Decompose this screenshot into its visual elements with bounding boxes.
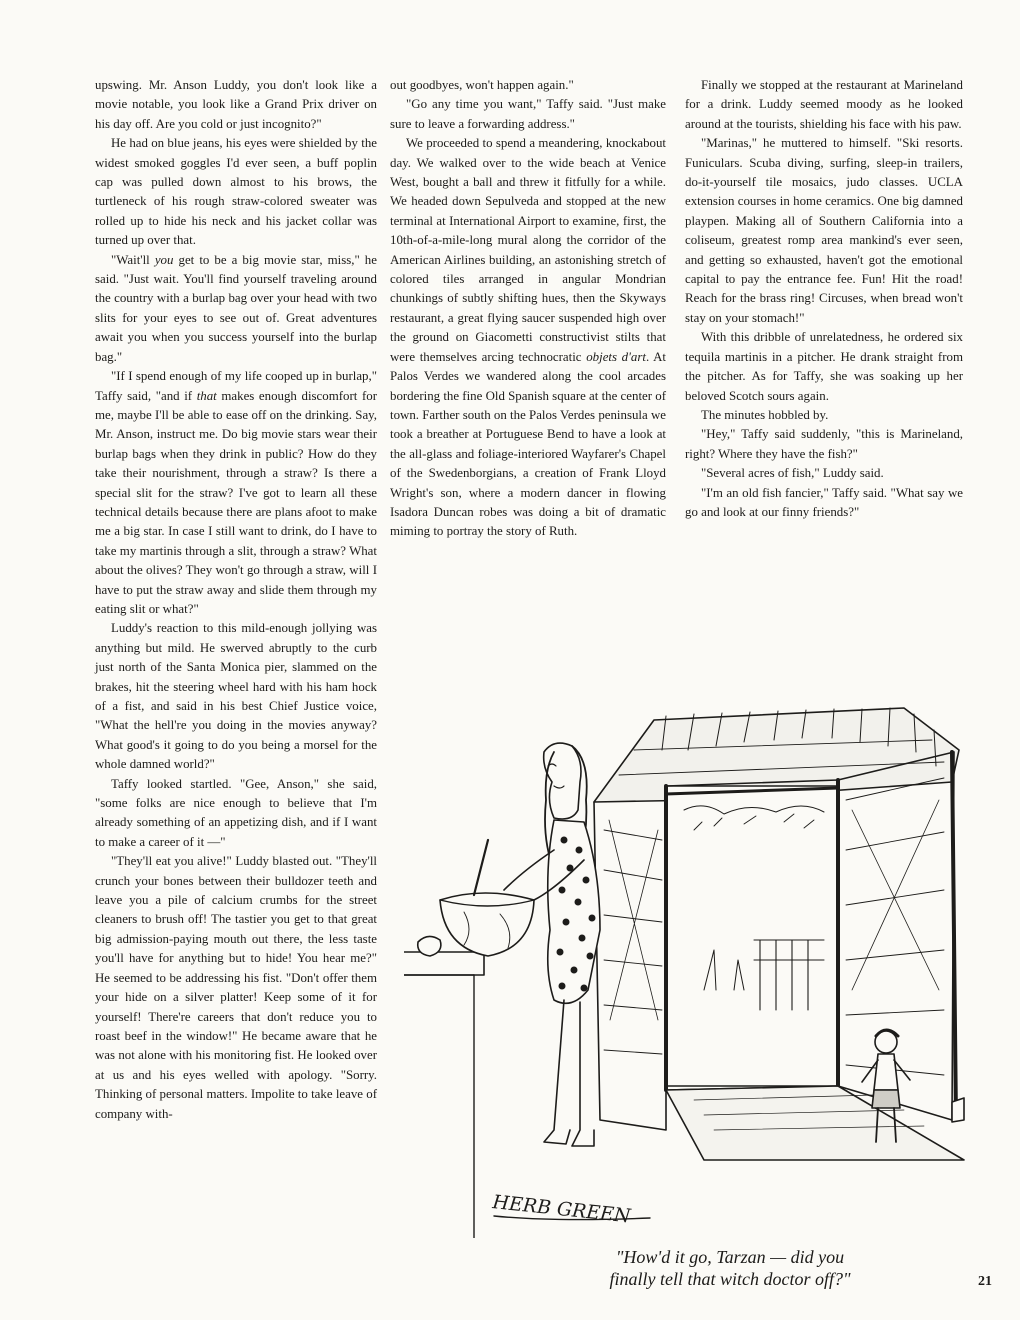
text-column-1 [95, 76, 377, 1124]
kitchen-counter [404, 952, 484, 1238]
hut-doorway [666, 780, 964, 1160]
caption-line: "How'd it go, Tarzan — did you [615, 1247, 845, 1267]
paragraph: "Marinas," he muttered to himself. "Ski resorts. Funiculars. Scuba diving, surfing, sleep-in trailers, do-it-yourself tile mosaics, judo classes. UCLA extension courses in home ceramics. One big damned playpen. Making all of Southern California into a coliseum, greatest romp area mankind's ever seen, and getting so exhausted, haven't got the emotional capital to pay the entrance fee. Fun! Hit the road! Reach for the brass ring! Circuses, when bread won't stay on your stomach!" [685, 136, 963, 325]
paragraph: He had on blue jeans, his eyes were shielded by the widest smoked goggles I'd ever seen, a buff poplin cap was pulled down almost to his brows, the turtleneck of his rough straw-colored sweater was rolled up to hide his neck and his jacket collar was turned up over that. [95, 136, 377, 248]
text-column-3 [685, 76, 963, 522]
emphasis: objets d'art [586, 349, 646, 364]
text-run: get to be a big movie star, miss," he said. "Just wait. You'll find yourself traveling around the country with a burlap bag over your head with two slits for your eyes to see out of. Great adventures await you when you success yourself into the burlap bag." [95, 252, 377, 364]
text-run: "Wait'll [111, 252, 155, 267]
paragraph: "They'll eat you alive!" Luddy blasted out. "They'll crunch your bones between their bulldozer teeth and leave you a pile of calcium crumbs for the street cleaners to brush off! The tastier you get to that great big admission-paying mouth out there, the less taste you'll have for anything but to hide! You hear me?" He seemed to be addressing his fist. "Don't offer them your hide on a silver platter! Keep some of it for yourself! There're careers that don't reduce you to roast beef in the window!" He became aware that he was not alone with his monitoring fist. He looked over at us and his eyes welled with apology. "Sorry. Thinking of personal matters. Impolite to take leave of company with- [95, 854, 377, 1121]
caption-line: finally tell that witch doctor off?" [609, 1269, 851, 1289]
paragraph: "Go any time you want," Taffy said. "Just make sure to leave a forwarding address." [390, 97, 666, 131]
paragraph: With this dribble of unrelatedness, he ordered six tequila martinis in a pitcher. He drank straight from the pitcher. As for Taffy, she was soaking up her beloved Scotch sours again. [685, 330, 963, 403]
page-number: 21 [978, 1274, 992, 1289]
paragraph: "Hey," Taffy said suddenly, "this is Marineland, right? Where they have the fish?" [685, 427, 963, 461]
text-run: We proceeded to spend a meandering, knockabout day. We walked over to the wide beach at Venice West, bought a ball and threw it fitfully for a while. We headed down Sepulveda and stopped at the new terminal at International Airport to examine, first, the 10th-of-a-mile-long mural along the corridor of the American Airlines building, an astonishing stretch of colored tiles arranged in angular Mondrian chunkings of subtly shifting hues, then the Skyways restaurant, a great flying saucer suspended high over the ground on Giacometti constructivist stilts that were themselves arcing technocratic [390, 136, 666, 364]
emphasis: that [196, 388, 217, 403]
text-column-2 [390, 76, 666, 542]
mixing-bowl [418, 840, 534, 956]
paragraph [95, 367, 377, 619]
paragraph: The minutes hobbled by. [701, 407, 829, 422]
text-run: . At Palos Verdes we wandered along the cool arcades bordering the fine Old Spanish square at the center of town. Farther south on the Palos Verdes peninsula we took a breather at Portuguese Bend to have a look at the all-glass and foliage-interiored Wayfarer's Chapel of the Swedenborgians, a creation of Frank Lloyd Wright's son, where a modern dancer in flowing Isadora Duncan robes was doing a bit of dramatic miming to portray the story of Ruth. [390, 349, 667, 539]
woman-figure [504, 743, 600, 1146]
paragraph: out goodbyes, won't happen again." [390, 78, 574, 92]
artist-signature: HERB GREEN [491, 1191, 632, 1228]
hut-wall-left [594, 802, 666, 1130]
emphasis: you [154, 252, 174, 267]
paragraph: Taffy looked startled. "Gee, Anson," she said, "some folks are nice enough to believe that I'm already something of an appetizing dish, and if I want to make a career of it —" [95, 776, 377, 849]
paragraph: upswing. Mr. Anson Luddy, you don't look like a movie notable, you look like a Grand Prix driver on his day off. Are you cold or just incognito?" [95, 78, 377, 131]
text-run: makes enough discomfort for me, maybe I'll be able to ease off on the drinking. Say, Mr. Anson, instruct me. Do big movie stars wear their burlap bags when they drink in public? How do they take their nourishment, through a straw? Is there a special slit for the straw? I've got to learn all these technical details because there are plans afoot to make me a big star. In case I still want to drink, do I have to take my martinis through a slit, through a straw? What about the olives? They won't go through a straw, will I have to put the straw away and slide them through my eating slit or what?" [95, 388, 377, 616]
paragraph: "I'm an old fish fancier," Taffy said. "What say we go and look at our finny friends?" [685, 485, 963, 519]
paragraph [390, 134, 666, 542]
tarzan-figure [862, 1030, 964, 1142]
text-run: "If I spend enough of my life cooped up in burlap," Taffy said, "and if [95, 369, 377, 403]
paragraph: Finally we stopped at the restaurant at Marineland for a drink. Luddy seemed moody as he looked around at the tourists, shielding his face with his paw. [685, 78, 963, 131]
paragraph [95, 251, 377, 367]
cartoon-caption [520, 1246, 940, 1290]
cartoon-illustration [404, 690, 974, 1238]
paragraph: Luddy's reaction to this mild-enough jollying was anything but mild. He swerved abruptly to the curb just north of the Santa Monica pier, slammed on the brakes, hit the steering wheel hard with his ham hock of a fist, and said in his best Chief Justice voice, "What the hell're you doing in the movies anyway? What good's it going to do you being a morsel for the whole damned world?" [95, 621, 377, 772]
paragraph: "Several acres of fish," Luddy said. [701, 466, 884, 481]
